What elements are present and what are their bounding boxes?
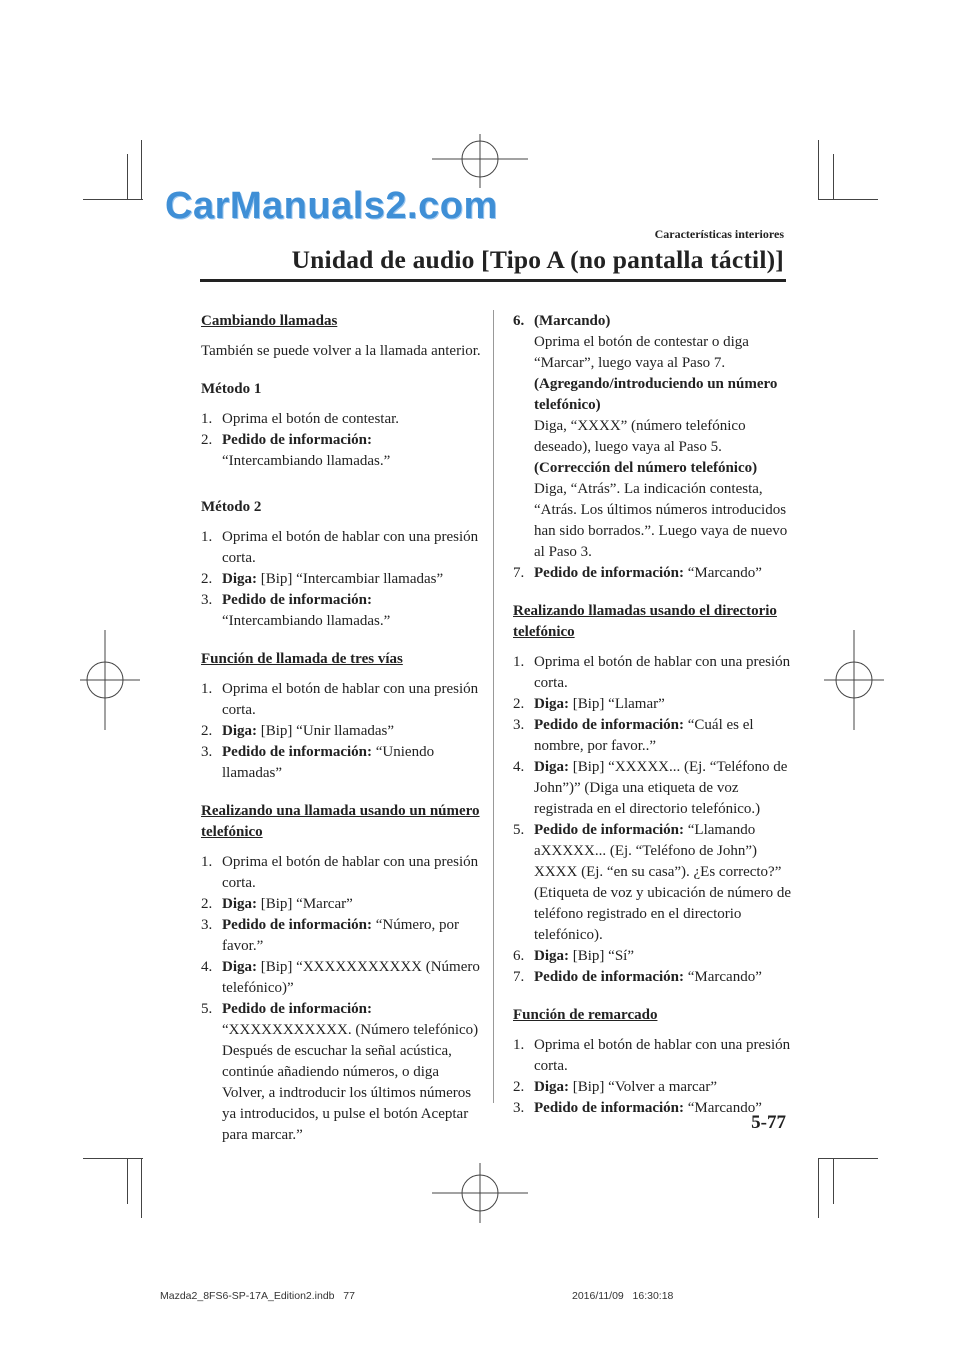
list-item: 2. Diga: [Bip] “Unir llamadas” xyxy=(201,723,395,739)
registration-mark-right xyxy=(824,630,884,730)
registration-mark-left xyxy=(80,630,140,730)
subheading-llamada-tres-vias: Función de llamada de tres vías xyxy=(201,651,403,667)
left-column xyxy=(201,311,483,1146)
list-item: 2. Diga: [Bip] “Volver a marcar” xyxy=(513,1079,717,1095)
list-item: 5. Pedido de información: “XXXXXXXXXXX. (Número telefónico) Después de escuchar la señal acústica, continúe añadiendo números, o diga Volver, a indtroducir los últimos números ya introducidos, u pulse el botón Aceptar para marcar.” xyxy=(201,1001,479,1143)
list-item: 2. Diga: [Bip] “Marcar” xyxy=(201,896,353,912)
method-1-title: Método 1 xyxy=(201,381,262,397)
footer-timestamp: 2016/11/09 16:30:18 xyxy=(572,1290,674,1302)
list-item: 6. Diga: [Bip] “Sí” xyxy=(513,948,634,964)
list-item: 7. Pedido de información: “Marcando” xyxy=(513,565,762,581)
registration-mark-top xyxy=(432,134,528,188)
list-item: 5. Pedido de información: “Llamando aXXXXX... (Ej. “Teléfono de John”) XXXX (Ej. “en su casa”). ¿Es correcto?” (Etiqueta de voz y ubicación de número de teléfono registrado en el directorio telefónico). xyxy=(513,822,791,943)
list-item: 1. Oprima el botón de hablar con una presión corta. xyxy=(201,854,479,891)
section-title: Características interiores xyxy=(654,227,784,241)
list-item: 4. Diga: [Bip] “XXXXX... (Ej. “Teléfono de John”)” (Diga una etiqueta de voz registrada en el directorio telefónico.) xyxy=(513,759,788,817)
list-item: 4. Diga: [Bip] “XXXXXXXXXXX (Número telefónico)” xyxy=(201,959,480,996)
heading-rule xyxy=(200,279,786,282)
list-item: 1. Oprima el botón de hablar con una presión corta. xyxy=(201,681,479,718)
footer-file-info: Mazda2_8FS6-SP-17A_Edition2.indb 77 xyxy=(160,1290,355,1302)
step-6-heading-agregando: (Agregando/introduciendo un número telefónico) xyxy=(534,376,778,413)
list-item: 3. Pedido de información: “Cuál es el nombre, por favor..” xyxy=(513,717,754,754)
list-item: 1. Oprima el botón de hablar con una presión corta. xyxy=(513,654,791,691)
step-6-text-correccion: Diga, “Atrás”. La indicación contesta, “Atrás. Los últimos números introducidos han sido borrados.”. Luego vaya de nuevo al Paso 3. xyxy=(534,481,788,560)
column-divider xyxy=(493,310,494,1103)
subheading-remarcado: Función de remarcado xyxy=(513,1007,658,1023)
list-item: 2. Diga: [Bip] “Llamar” xyxy=(513,696,665,712)
list-item: 1. Oprima el botón de contestar. xyxy=(201,411,400,427)
list-item: 3. Pedido de información: “Uniendo llamadas” xyxy=(201,744,435,781)
list-item: 6. (Marcando) xyxy=(513,313,611,329)
page-heading: Unidad de audio [Tipo A (no pantalla táctil)] xyxy=(291,245,784,274)
subheading-directorio-telefonico: Realizando llamadas usando el directorio telefónico xyxy=(513,603,777,640)
method-2-title: Método 2 xyxy=(201,499,262,515)
list-item: 1. Oprima el botón de hablar con una presión corta. xyxy=(201,529,479,566)
step-6-text-agregando: Diga, “XXXX” (número telefónico deseado), luego vaya al Paso 5. xyxy=(534,418,746,455)
subheading-cambiando-llamadas: Cambiando llamadas xyxy=(201,313,338,329)
list-item: 1. Oprima el botón de hablar con una presión corta. xyxy=(513,1037,791,1074)
watermark-logo: CarManuals2.com xyxy=(165,185,498,227)
list-item: 3. Pedido de información: “Intercambiando llamadas.” xyxy=(201,592,391,629)
list-item: 7. Pedido de información: “Marcando” xyxy=(513,969,762,985)
step-6-heading-correccion: (Corrección del número telefónico) xyxy=(534,460,758,476)
right-column xyxy=(513,311,793,1119)
list-item: 2. Diga: [Bip] “Intercambiar llamadas” xyxy=(201,571,444,587)
intro-text: También se puede volver a la llamada anterior. xyxy=(201,343,481,359)
registration-mark-bottom xyxy=(432,1163,528,1223)
page-number: 5-77 xyxy=(751,1112,786,1133)
list-item: 3. Pedido de información: “Número, por favor.” xyxy=(201,917,460,954)
list-item: 3. Pedido de información: “Marcando” xyxy=(513,1100,762,1116)
subheading-llamada-numero: Realizando una llamada usando un número telefónico xyxy=(201,803,480,840)
step-6-text-marcando: Oprima el botón de contestar o diga “Marcar”, luego vaya al Paso 7. xyxy=(534,334,749,371)
list-item: 2. Pedido de información: “Intercambiando llamadas.” xyxy=(201,432,391,469)
